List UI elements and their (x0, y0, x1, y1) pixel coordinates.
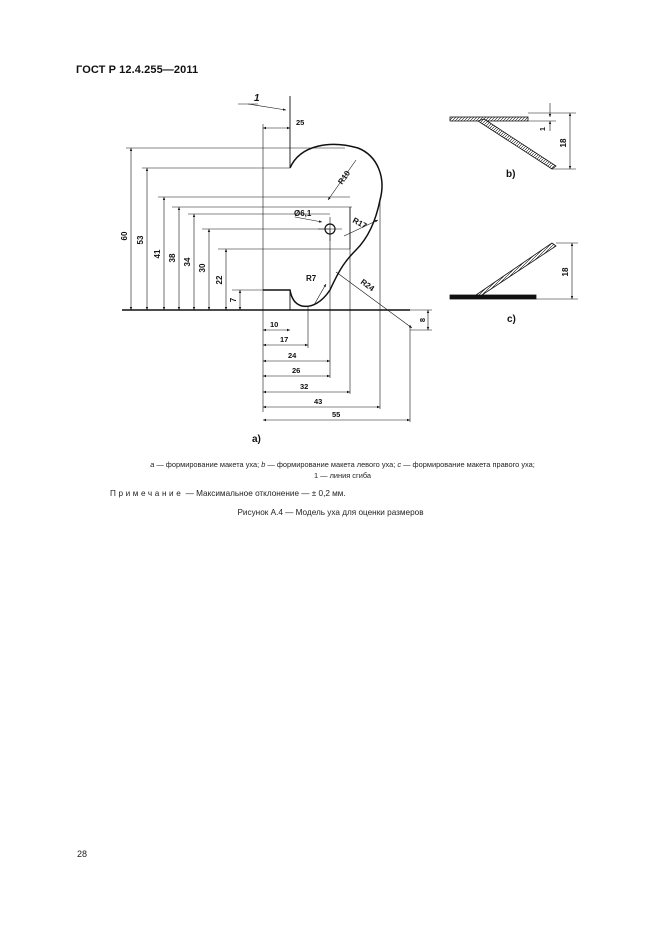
figure-legend (95, 459, 590, 481)
legend-c-text: — формирование макета правого уха; (401, 460, 535, 469)
dim-offset-8: 8 (418, 317, 427, 323)
document-header: ГОСТ Р 12.4.255—2011 (76, 64, 199, 76)
legend-b-text: — формирование макета левого уха; (265, 460, 398, 469)
note (110, 489, 346, 498)
dim-26: 26 (292, 366, 301, 375)
legend-a-letter: a (150, 460, 155, 469)
view-b-thickness: 1 (540, 127, 547, 131)
dim-32: 32 (300, 382, 309, 391)
label-view-b: b) (506, 169, 516, 180)
ear-model-drawing (0, 0, 661, 460)
legend-b-letter: b (261, 460, 266, 469)
view-b-height: 18 (559, 138, 568, 148)
dim-38: 38 (168, 253, 177, 263)
dim-7: 7 (229, 297, 238, 303)
dim-34: 34 (183, 257, 192, 267)
legend-line-1 (95, 459, 590, 470)
view-c-height: 18 (561, 267, 570, 277)
dim-60: 60 (120, 231, 129, 241)
legend-bend-line: 1 — линия сгиба (313, 471, 371, 480)
radius-r7: R7 (306, 274, 317, 283)
hole-diameter: Ø6,1 (294, 209, 312, 218)
legend-c-letter: c (397, 460, 402, 469)
note-text: — Максимальное отклонение — ± 0,2 мм. (183, 489, 346, 498)
dim-43: 43 (314, 397, 323, 406)
radius-r24: R24 (358, 277, 376, 294)
figure-title: Рисунок А.4 — Модель уха для оценки размеров (237, 508, 424, 517)
dim-41: 41 (153, 249, 162, 259)
dim-25: 25 (296, 118, 305, 127)
page-number: 28 (77, 849, 88, 859)
dim-24: 24 (288, 351, 297, 360)
note-label: Примечание (110, 489, 184, 498)
radius-r17: R17 (351, 215, 369, 231)
dim-55: 55 (332, 410, 341, 419)
dim-30: 30 (198, 263, 207, 273)
legend-a-text: — формирование макета уха; (154, 460, 262, 469)
view-c-drawing (450, 243, 578, 299)
view-b-drawing (450, 103, 576, 169)
dim-17: 17 (280, 335, 289, 344)
radius-r10: R10 (336, 168, 353, 187)
bend-line-marker: 1 (254, 93, 260, 104)
dim-22: 22 (215, 275, 224, 285)
label-view-c: c) (507, 314, 516, 325)
label-view-a: a) (252, 434, 261, 445)
dim-10: 10 (270, 320, 279, 329)
dim-53: 53 (136, 235, 145, 245)
